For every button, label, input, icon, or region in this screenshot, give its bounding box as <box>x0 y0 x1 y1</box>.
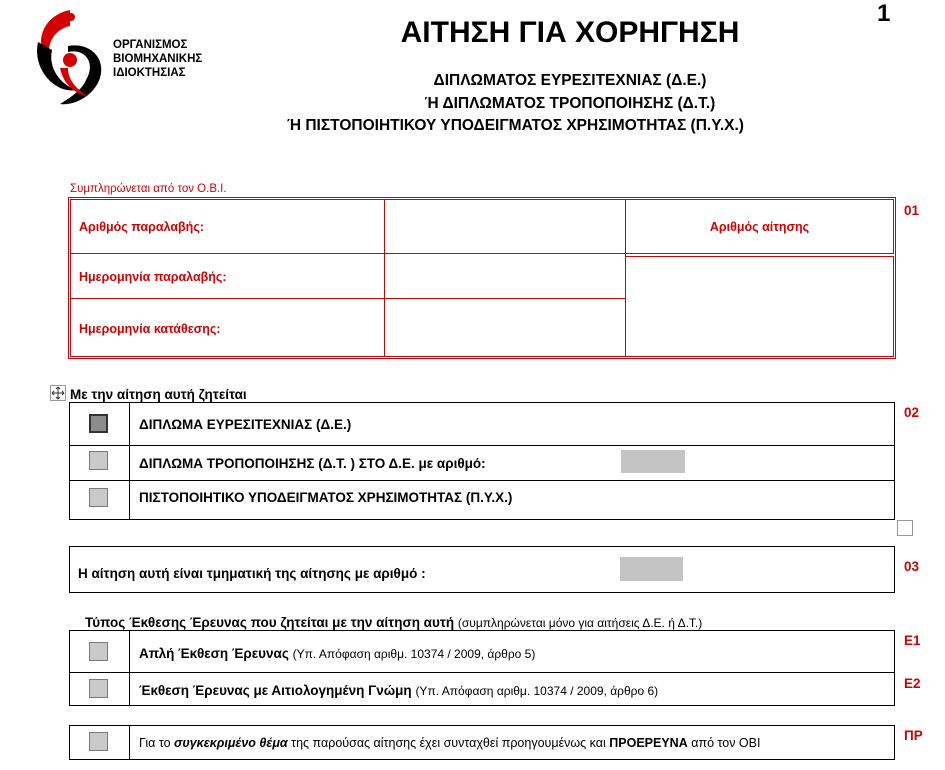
simple-search-report-note: (Υπ. Απόφαση αριθμ. 10374 / 2009, άρθρο 5) <box>292 647 536 661</box>
opinion-search-report-option <box>139 683 658 698</box>
section-code: Ε1 <box>904 633 921 648</box>
prior-text-bold: συγκεκριμένο θέμα <box>174 736 288 750</box>
divisional-label: Η αίτηση αυτή είναι τμηματική της αίτησης με αριθμό : <box>78 566 426 581</box>
divider <box>69 445 895 446</box>
opinion-search-report-note: (Υπ. Απόφαση αριθμ. 10374 / 2009, άρθρο 6) <box>415 684 659 698</box>
report-type-heading <box>85 615 702 630</box>
prior-text: από τον ΟΒΙ <box>691 736 761 750</box>
prior-text: της παρούσας αίτησης έχει συνταχθεί προηγουμένως και <box>291 736 606 750</box>
form-title: ΑΙΤΗΣΗ ΓΙΑ ΧΟΡΗΓΗΣΗ <box>400 16 740 49</box>
request-heading: Με την αίτηση αυτή ζητείται <box>70 387 247 402</box>
simple-search-report-label: Απλή Έκθεση Έρευνας <box>139 646 289 661</box>
move-handle-icon[interactable] <box>50 385 66 401</box>
filing-date-field[interactable] <box>390 302 620 354</box>
simple-search-report-option <box>139 646 535 661</box>
patent-option-label: ΔΙΠΛΩΜΑ ΕΥΡΕΣΙΤΕΧΝΙΑΣ (Δ.Ε.) <box>139 417 352 432</box>
section-code: 02 <box>904 405 920 420</box>
receipt-date-label: Ημερομηνία παραλαβής: <box>79 270 227 284</box>
amendment-patent-option-label: ΔΙΠΛΩΜΑ ΤΡΟΠΟΠΟΙΗΣΗΣ (Δ.Τ. ) ΣΤΟ Δ.Ε. με αριθμό: <box>139 456 486 471</box>
receipt-date-field[interactable] <box>390 256 620 296</box>
subtitle-line: Ή ΠΙΣΤΟΠΟΙΗΤΙΚΟΥ ΥΠΟΔΕΙΓΜΑΤΟΣ ΧΡΗΣΙΜΟΤΗΤΑΣ (Π.Υ.Χ.) <box>287 117 744 134</box>
application-number-field[interactable] <box>625 256 894 357</box>
report-type-heading-text: Τύπος Έκθεσης Έρευνας που ζητείται με την αίτηση αυτή <box>85 615 455 630</box>
divider <box>384 199 385 357</box>
divider <box>69 672 895 673</box>
section-code: Ε2 <box>904 676 921 691</box>
prior-search-checkbox[interactable] <box>89 732 108 751</box>
divider <box>69 480 895 481</box>
subtitle-line: Ή ΔΙΠΛΩΜΑΤΟΣ ΤΡΟΠΟΠΟΙΗΣΗΣ (Δ.Τ.) <box>424 95 716 112</box>
org-line: ΟΡΓΑΝΙΣΜΟΣ <box>113 39 188 51</box>
section-code: 01 <box>904 203 920 218</box>
prior-text: Για το <box>139 736 171 750</box>
prior-text-bold: ΠΡΟΕΡΕΥΝΑ <box>609 736 688 750</box>
opinion-search-report-label: Έκθεση Έρευνας με Αιτιολογημένη Γνώμη <box>139 683 412 698</box>
report-type-note: (συμπληρώνεται μόνο για αιτήσεις Δ.Ε. ή Δ.Τ.) <box>457 616 703 630</box>
divider <box>70 253 626 254</box>
application-number-label: Αριθμός αίτησης <box>709 220 810 234</box>
org-line: ΒΙΟΜΗΧΑΝΙΚΗΣ <box>113 53 203 65</box>
section-code: 03 <box>904 559 920 574</box>
subtitle-line: ΔΙΠΛΩΜΑΤΟΣ ΕΥΡΕΣΙΤΕΧΝΙΑΣ (Δ.Ε.) <box>433 72 707 89</box>
patent-number-field[interactable] <box>621 450 685 473</box>
divider <box>129 725 130 760</box>
filing-date-label: Ημερομηνία κατάθεσης: <box>79 322 221 336</box>
divider <box>70 298 626 299</box>
receipt-number-field[interactable] <box>390 202 620 250</box>
simple-search-report-checkbox[interactable] <box>89 642 108 661</box>
prior-search-text <box>139 736 760 750</box>
opinion-search-report-checkbox[interactable] <box>89 679 108 698</box>
divider <box>129 402 130 520</box>
amendment-patent-checkbox[interactable] <box>89 451 108 470</box>
org-line: ΙΔΙΟΚΤΗΣΙΑΣ <box>113 67 186 79</box>
divisional-number-field[interactable] <box>620 557 683 581</box>
divider <box>129 630 130 706</box>
patent-checkbox[interactable] <box>89 414 108 433</box>
page-number: 1 <box>877 0 891 27</box>
utility-model-option-label: ΠΙΣΤΟΠΟΙΗΤΙΚΟ ΥΠΟΔΕΙΓΜΑΤΟΣ ΧΡΗΣΙΜΟΤΗΤΑΣ (Π.Υ.Χ.) <box>139 490 513 505</box>
section-code: ΠΡ <box>904 728 923 743</box>
utility-model-checkbox[interactable] <box>89 488 108 507</box>
resize-handle[interactable] <box>897 520 913 536</box>
receipt-number-label: Αριθμός παραλαβής: <box>79 220 204 234</box>
obi-note: Συμπληρώνεται από τον Ο.Β.Ι. <box>70 183 227 195</box>
